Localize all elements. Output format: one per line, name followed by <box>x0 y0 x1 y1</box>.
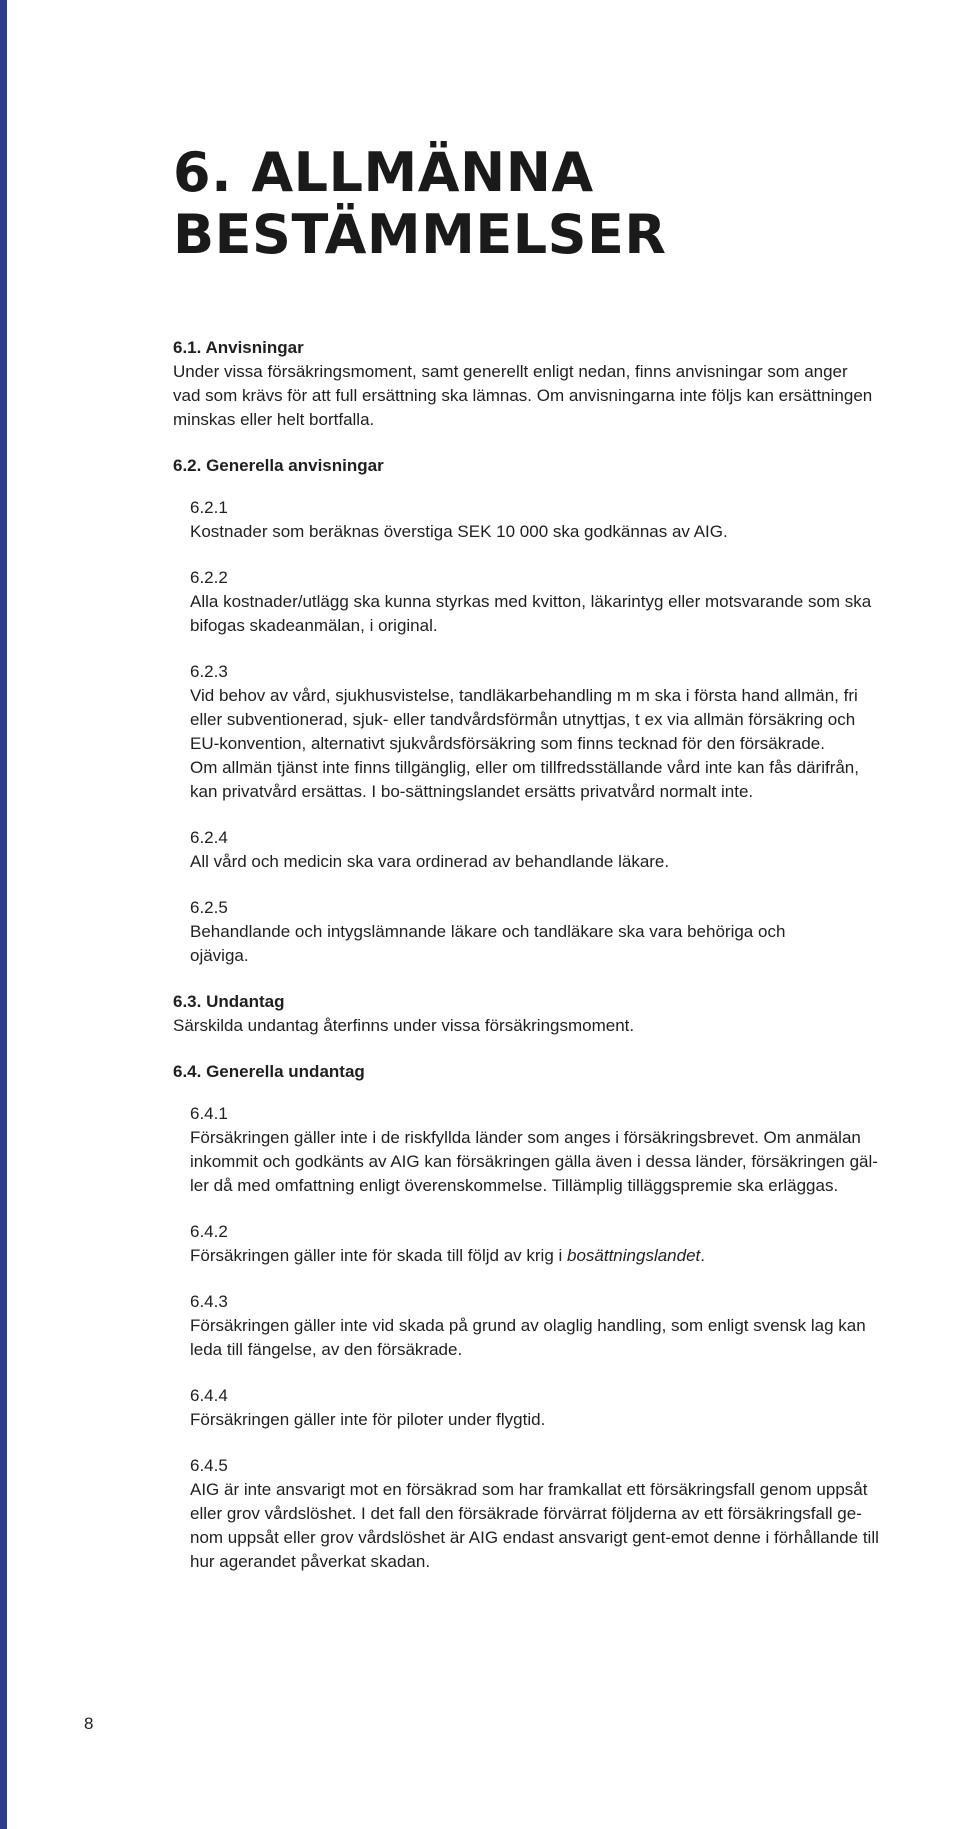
clause-number: 6.4.5 <box>190 1456 228 1475</box>
clause-number: 6.2.1 <box>190 498 228 517</box>
text-line: ler då med omfattning enligt överenskommelse. Tillämplig tilläggspremie ska erläggas. <box>190 1176 839 1195</box>
text-line: AIG är inte ansvarigt mot en försäkrad som har framkallat ett försäkringsfall genom uppsåt <box>190 1480 868 1499</box>
clause-6-4-1 <box>190 1102 960 1198</box>
clause-text <box>190 684 960 804</box>
section-heading: 6.4. Generella undantag <box>173 1062 365 1081</box>
text-line: Kostnader som beräknas överstiga SEK 10 000 ska godkännas av AIG. <box>190 522 728 541</box>
clause-number: 6.4.3 <box>190 1292 228 1311</box>
clause-text <box>190 1126 960 1198</box>
clause-6-2-2 <box>190 566 960 638</box>
text-line: Försäkringen gäller inte för piloter under flygtid. <box>190 1410 546 1429</box>
section-6-3 <box>173 990 960 1038</box>
page-title-line-1: 6. ALLMÄNNA <box>173 141 594 204</box>
clause-text <box>190 590 960 638</box>
clause-text <box>190 520 960 544</box>
clause-number: 6.4.4 <box>190 1386 228 1405</box>
text-line: Särskilda undantag återfinns under vissa försäkringsmoment. <box>173 1016 635 1035</box>
text-segment: . <box>700 1246 706 1265</box>
text-line: vad som krävs för att full ersättning ska lämnas. Om anvisningarna inte följs kan ersättningen <box>173 386 873 405</box>
text-line: Om allmän tjänst inte finns tillgänglig, eller om tillfredsställande vård inte kan fås därifrån, <box>190 758 859 777</box>
text-line: Försäkringen gäller inte vid skada på grund av olaglig handling, som enligt svensk lag kan <box>190 1316 866 1335</box>
clause-text <box>190 1408 960 1432</box>
text-line: eller subventionerad, sjuk- eller tandvårdsförmån utnyttjas, t ex via allmän försäkring och <box>190 710 856 729</box>
text-line: leda till fängelse, av den försäkrade. <box>190 1340 463 1359</box>
clause-number: 6.2.4 <box>190 828 228 847</box>
section-heading: 6.1. Anvisningar <box>173 338 304 357</box>
clause-text <box>190 1478 960 1574</box>
emphasized-term: bosättningslandet <box>567 1246 701 1265</box>
text-line: kan privatvård ersättas. I bo-sättningslandet ersätts privatvård normalt inte. <box>190 782 754 801</box>
text-line: hur agerandet påverkat skadan. <box>190 1552 431 1571</box>
clause-6-4-2 <box>190 1220 960 1268</box>
clause-6-2-5 <box>190 896 960 968</box>
clause-number: 6.4.2 <box>190 1222 228 1241</box>
text-line: inkommit och godkänts av AIG kan försäkringen gälla även i dessa länder, försäkringen gäl- <box>190 1152 878 1171</box>
section-heading: 6.3. Undantag <box>173 992 285 1011</box>
section-6-2 <box>173 454 960 968</box>
clause-number: 6.2.5 <box>190 898 228 917</box>
section-heading: 6.2. Generella anvisningar <box>173 456 384 475</box>
text-line: ojäviga. <box>190 946 249 965</box>
text-line: Försäkringen gäller inte i de riskfyllda länder som anges i försäkringsbrevet. Om anmälan <box>190 1128 861 1147</box>
clause-6-4-4 <box>190 1384 960 1432</box>
clause-text <box>190 1314 960 1362</box>
section-6-1 <box>173 336 960 432</box>
clause-text <box>190 920 960 968</box>
text-segment: Försäkringen gäller inte för skada till följd av krig i <box>190 1246 567 1265</box>
clause-text <box>190 1244 960 1268</box>
clause-text <box>190 850 960 874</box>
clause-number: 6.2.2 <box>190 568 228 587</box>
text-line: bifogas skadeanmälan, i original. <box>190 616 438 635</box>
page-title-line-2: BESTÄMMELSER <box>173 203 667 266</box>
text-line: EU-konvention, alternativt sjukvårdsförsäkring som finns tecknad för den försäkrade. <box>190 734 825 753</box>
text-line: Vid behov av vård, sjukhusvistelse, tandläkarbehandling m m ska i första hand allmän, fri <box>190 686 858 705</box>
text-line: Under vissa försäkringsmoment, samt generellt enligt nedan, finns anvisningar som anger <box>173 362 848 381</box>
clause-6-4-3 <box>190 1290 960 1362</box>
clause-number: 6.4.1 <box>190 1104 228 1123</box>
text-line: Behandlande och intygslämnande läkare och tandläkare ska vara behöriga och <box>190 922 786 941</box>
clause-number: 6.2.3 <box>190 662 228 681</box>
text-line: nom uppsåt eller grov vårdslöshet är AIG endast ansvarigt gent-emot denne i förhållande till <box>190 1528 879 1547</box>
clause-6-2-3 <box>190 660 960 804</box>
document-body <box>173 336 960 1596</box>
clause-6-4-5 <box>190 1454 960 1574</box>
text-line: minskas eller helt bortfalla. <box>173 410 375 429</box>
text-line: Alla kostnader/utlägg ska kunna styrkas med kvitton, läkarintyg eller motsvarande som ska <box>190 592 872 611</box>
section-text <box>173 360 960 432</box>
text-line: All vård och medicin ska vara ordinerad av behandlande läkare. <box>190 852 670 871</box>
page-number: 8 <box>84 1714 94 1733</box>
clause-6-2-4 <box>190 826 960 874</box>
clause-6-2-1 <box>190 496 960 544</box>
text-line: eller grov vårdslöshet. I det fall den försäkrade förvärrat följderna av ett försäkringsfall ge- <box>190 1504 862 1523</box>
page-title <box>173 142 667 266</box>
page-edge-bar <box>0 0 7 1829</box>
section-text <box>173 1014 960 1038</box>
section-6-4 <box>173 1060 960 1574</box>
